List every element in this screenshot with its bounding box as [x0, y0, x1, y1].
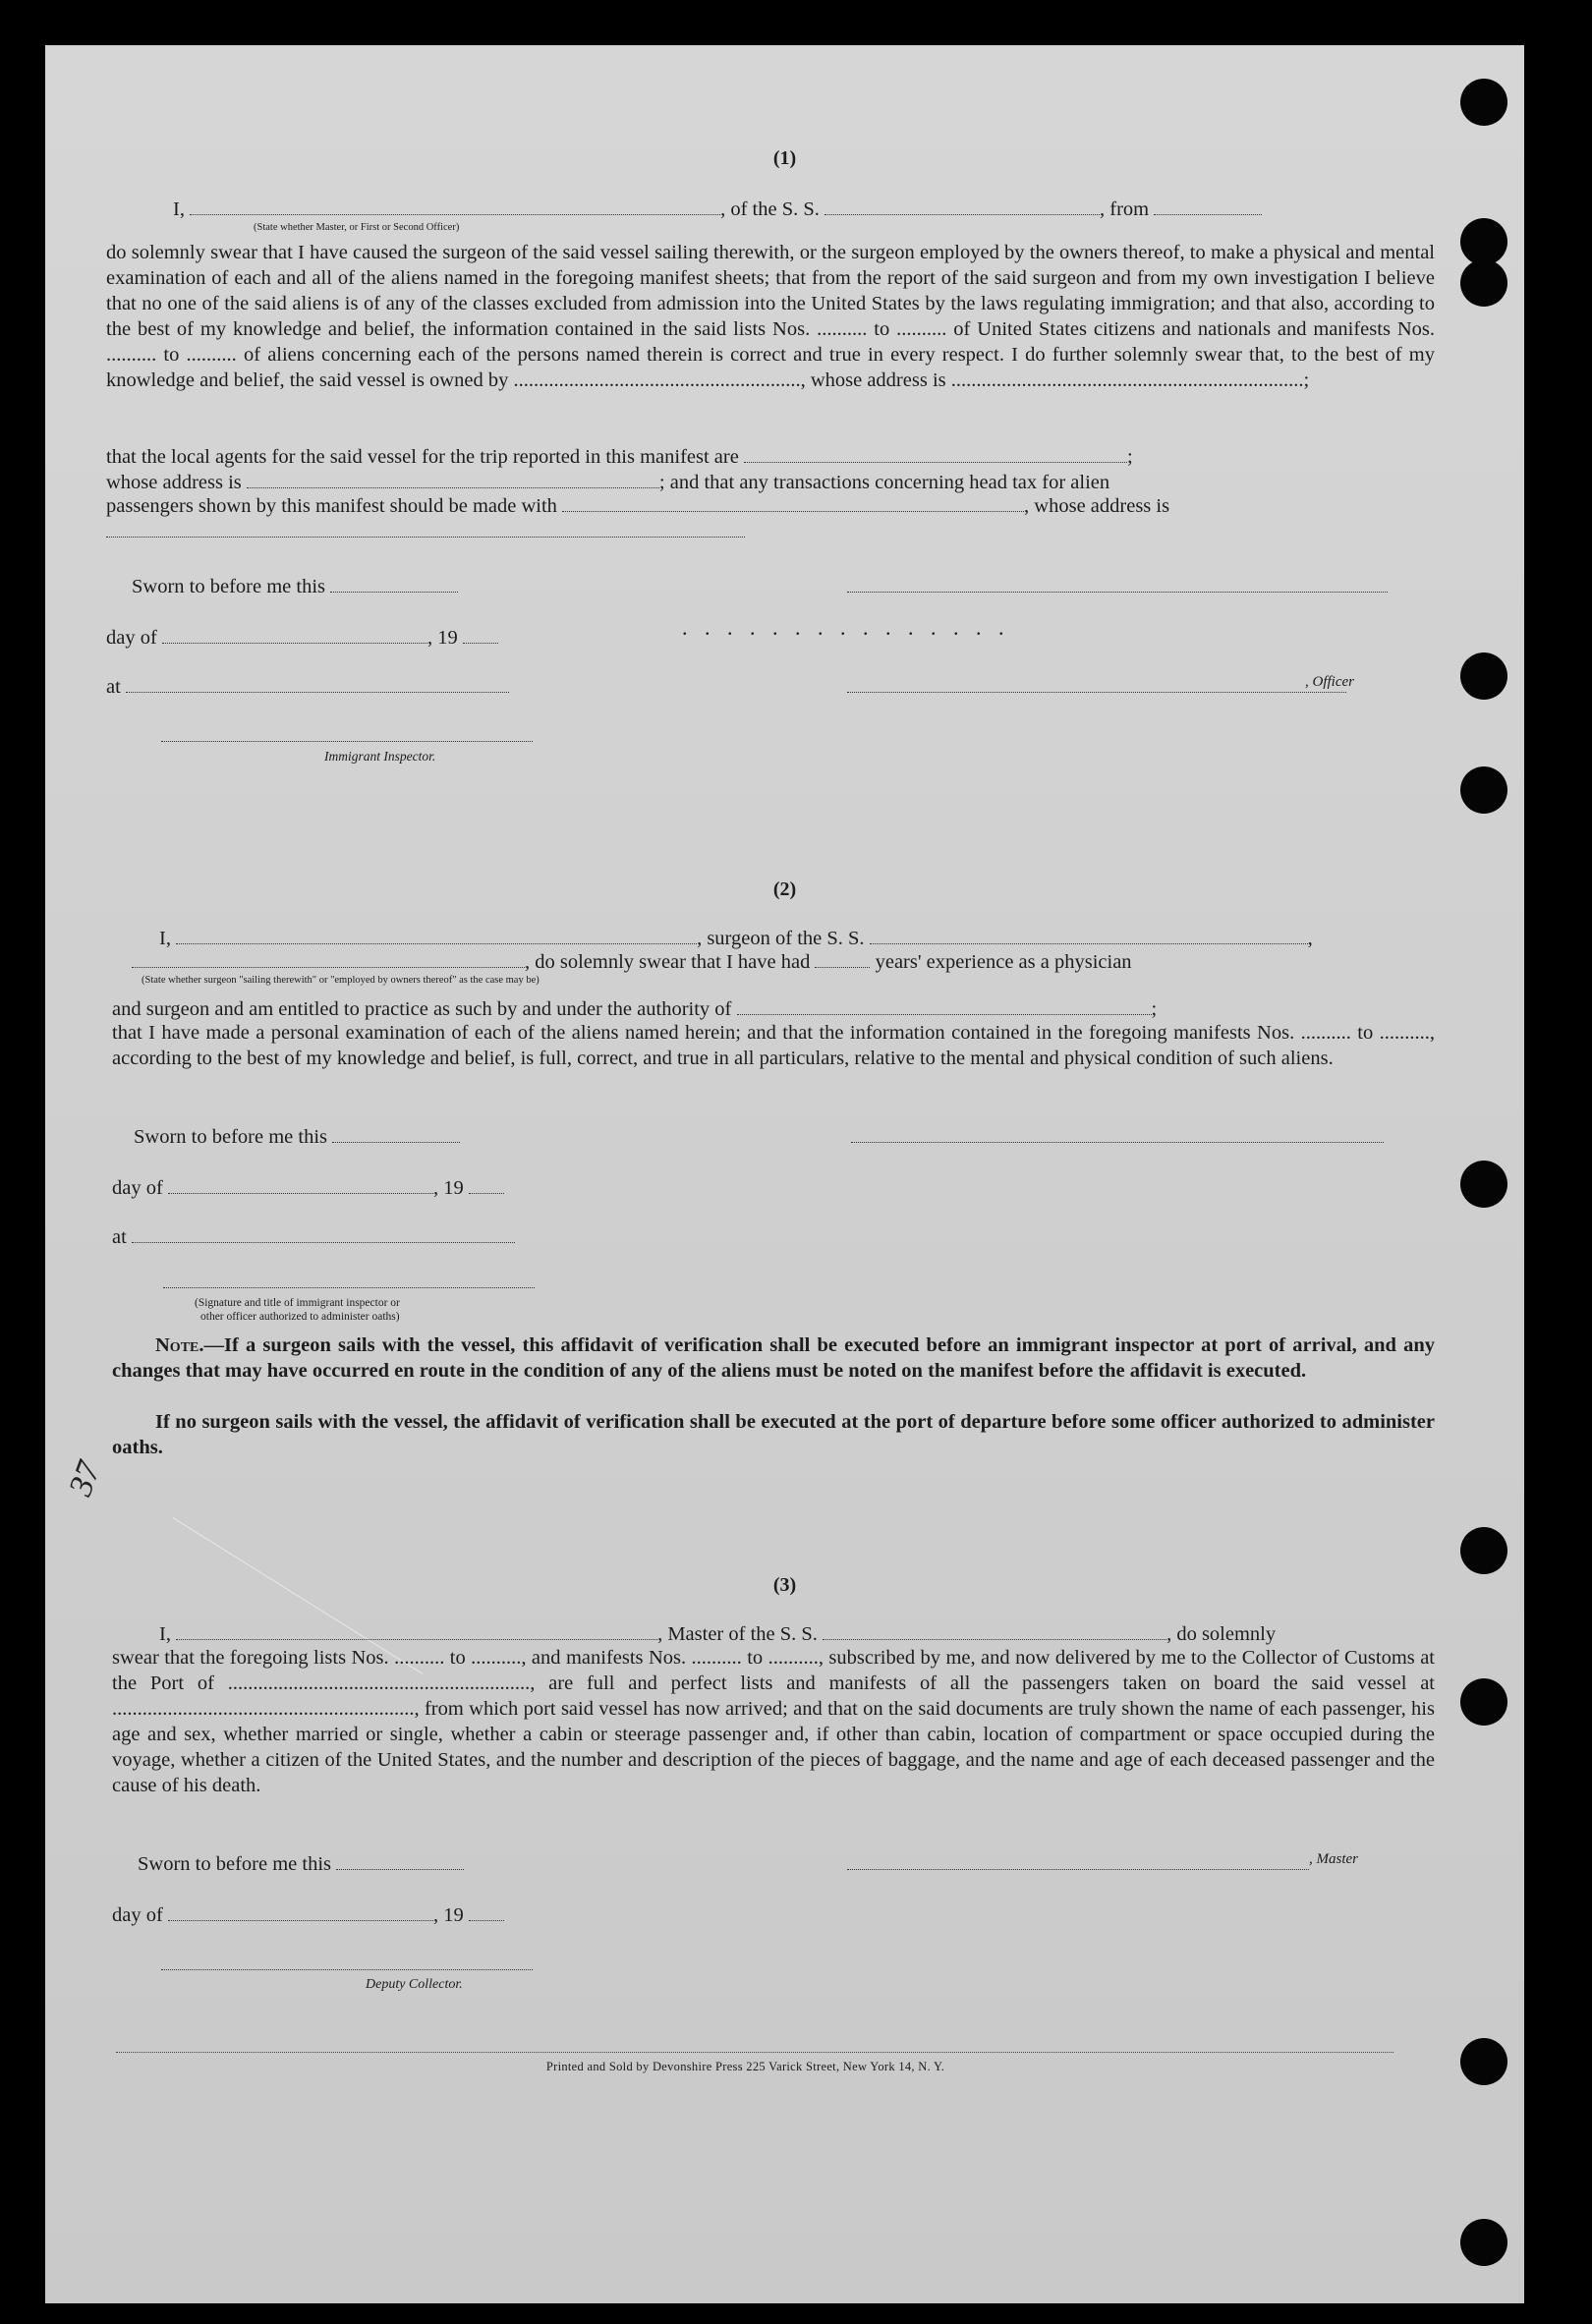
- s3-month-field[interactable]: [168, 1902, 433, 1921]
- s1-dotted-sig: . . . . . . . . . . . . . . .: [682, 615, 1010, 640]
- s2-i-label: I,: [159, 928, 171, 949]
- s1-agents-label: that the local agents for the said vessel for the trip reported in this manifest are: [106, 446, 739, 468]
- s2-note-text-2: If no surgeon sails with the vessel, the affidavit of verification shall be executed at the port of departure before some officer authorized to administer oaths.: [112, 1411, 1435, 1458]
- s1-sworn-label: Sworn to before me this: [132, 576, 325, 597]
- s1-from-port-field[interactable]: [1154, 197, 1262, 215]
- s3-intro-line: [159, 1621, 1276, 1646]
- s2-body: that I have made a personal examination of each of the aliens named herein; and that the information contained in the foregoing manifests Nos. .......... to .........., according to the best of my knowledge and belief, is full, correct, and true in all particulars, relative to the mental and physical condition of such aliens.: [112, 1022, 1435, 1069]
- s1-at-label: at: [106, 676, 121, 698]
- s1-at-place-field[interactable]: [126, 674, 509, 693]
- s3-day-of-label: day of: [112, 1904, 163, 1926]
- s2-sig-note-1: (Signature and title of immigrant inspector or: [195, 1297, 400, 1309]
- s1-inspector-label: Immigrant Inspector.: [324, 749, 436, 764]
- s2-years-label: years' experience as a physician: [875, 951, 1132, 973]
- s2-surgeon-name-field[interactable]: [176, 926, 697, 944]
- punch-hole: [1460, 766, 1507, 814]
- s1-officer-signature-upper[interactable]: [847, 592, 1388, 593]
- s2-day-of-line: [112, 1175, 504, 1200]
- s3-year-label: , 19: [432, 1904, 464, 1926]
- s2-years-field[interactable]: [815, 949, 870, 968]
- bleed-through-text: [222, 94, 228, 121]
- punch-hole: [1460, 79, 1507, 126]
- s1-sworn-line: [132, 574, 458, 598]
- punch-hole: [1460, 2219, 1507, 2266]
- s2-at-place-field[interactable]: [132, 1224, 515, 1243]
- s1-head-tax-contact-field[interactable]: [562, 493, 1024, 512]
- handwritten-mark: 37: [62, 1456, 108, 1502]
- punch-hole: [1460, 652, 1507, 700]
- s3-vessel-field[interactable]: [823, 1621, 1166, 1640]
- s1-officer-label: , Officer: [1305, 674, 1354, 690]
- s3-i-label: I,: [159, 1623, 171, 1645]
- s1-agents-field[interactable]: [744, 444, 1127, 463]
- s3-sworn-label: Sworn to before me this: [138, 1853, 331, 1875]
- s1-intro-line: [173, 197, 1262, 221]
- s2-inspector-signature-field[interactable]: [163, 1287, 535, 1288]
- s3-master-label: , Master: [1309, 1851, 1358, 1867]
- s3-day-of-line: [112, 1902, 504, 1927]
- s3-do-solemnly-label: , do solemnly: [1166, 1623, 1277, 1645]
- s1-of-ss-label: , of the S. S.: [720, 198, 820, 220]
- s2-state-note: (State whether surgeon "sailing therewith" or "employed by owners thereof" as the case may be): [142, 975, 540, 986]
- s2-surgeon-of-label: , surgeon of the S. S.: [697, 928, 865, 949]
- s1-vessel-name-field[interactable]: [824, 197, 1100, 215]
- s1-state-note: (State whether Master, or First or Second Officer): [254, 222, 460, 233]
- s2-month-field[interactable]: [168, 1175, 433, 1194]
- s2-surgeon-signature-field[interactable]: [851, 1142, 1384, 1143]
- s3-master-of-label: , Master of the S. S.: [657, 1623, 818, 1645]
- s1-i-label: I,: [173, 198, 185, 220]
- s1-sworn-date-field[interactable]: [330, 574, 458, 593]
- s2-day-of-label: day of: [112, 1177, 163, 1199]
- s3-deputy-label: Deputy Collector.: [366, 1977, 463, 1992]
- s2-note-2: [112, 1409, 1435, 1460]
- s2-note-text: —If a surgeon sails with the vessel, this affidavit of verification shall be executed before an immigrant inspector at port of arrival, and any changes that may have occurred en route in the condition of any of the aliens must be noted on the manifest before the affidavit is executed.: [112, 1334, 1435, 1382]
- s2-vessel-field[interactable]: [870, 926, 1308, 944]
- s3-deputy-signature-field[interactable]: [161, 1969, 533, 1970]
- s2-at-line: [112, 1224, 515, 1249]
- section-3-number: (3): [772, 1574, 797, 1596]
- s3-sworn-date-field[interactable]: [336, 1851, 464, 1870]
- s3-master-signature-field[interactable]: [847, 1869, 1309, 1870]
- s1-address-continued-field[interactable]: [106, 537, 745, 538]
- s1-whose-address-is-label: , whose address is: [1024, 495, 1170, 517]
- s1-officer-name-field[interactable]: [190, 197, 720, 215]
- section-2-number: (2): [772, 879, 797, 900]
- s1-month-field[interactable]: [162, 625, 427, 644]
- s2-year-label: , 19: [432, 1177, 464, 1199]
- s1-agents-line: that the local agents for the said vessel for the trip reported in this manifest are ;: [106, 446, 1133, 468]
- s3-master-name-field[interactable]: [176, 1621, 657, 1640]
- s2-swear-label: , do solemnly swear that I have had: [525, 951, 811, 973]
- s1-address-line: [106, 470, 1109, 494]
- s2-practice-label: and surgeon and am entitled to practice as such by and under the authority of: [112, 998, 732, 1020]
- s2-note-label: Note.: [155, 1334, 204, 1356]
- s2-swear-line: [132, 949, 1132, 974]
- s1-passengers-label: passengers shown by this manifest should be made with: [106, 495, 557, 517]
- s1-from-label: , from: [1100, 198, 1150, 220]
- s1-head-tax-text: ; and that any transactions concerning head tax for alien: [658, 472, 1110, 493]
- s3-year-field[interactable]: [469, 1902, 504, 1921]
- printer-imprint: Printed and Sold by Devonshire Press 225 Varick Street, New York 14, N. Y.: [545, 2060, 945, 2073]
- punch-hole: [1460, 1527, 1507, 1574]
- s1-passengers-line: [106, 493, 1169, 518]
- s1-agent-address-field[interactable]: [247, 470, 659, 488]
- form-page: [45, 45, 1524, 2303]
- s2-at-label: at: [112, 1226, 127, 1248]
- s2-sworn-label: Sworn to before me this: [134, 1126, 327, 1148]
- s2-year-field[interactable]: [469, 1175, 504, 1194]
- s3-sworn-line: [138, 1851, 464, 1876]
- s2-note: [112, 1332, 1435, 1384]
- s1-year-label: , 19: [426, 627, 458, 649]
- s1-at-line: [106, 674, 509, 699]
- s2-intro-line: I, , surgeon of the S. S. ,: [159, 928, 1313, 949]
- s1-day-of-label: day of: [106, 627, 157, 649]
- s2-authority-field[interactable]: [737, 996, 1152, 1015]
- s1-day-of-line: [106, 625, 498, 650]
- s2-sig-note-2: other officer authorized to administer oaths): [200, 1311, 400, 1323]
- s3-body: swear that the foregoing lists Nos. .......... to .........., and manifests Nos. .......... to .........., subscribed by me, and now delivered by me to the Collector of Customs at the Port of ............................................................, are full and perfect lists and manifests of all the passengers taken on board the said vessel at ............................................................, from which port said vessel has now arrived; and that on the said documents are truly shown the name of each passenger, his age and sex, whether married or single, whether a cabin or steerage passenger and, if other than cabin, location of compartment or space occupied during the voyage, whether a citizen of the United States, and the number and description of the pieces of baggage, and the name and age of each deceased passenger and the cause of his death.: [112, 1647, 1435, 1796]
- punch-hole: [1460, 259, 1507, 307]
- s1-officer-signature-field[interactable]: [847, 692, 1346, 693]
- punch-hole: [1460, 218, 1507, 265]
- section-1-number: (1): [772, 147, 797, 169]
- s2-surgeon-status-field[interactable]: [132, 949, 525, 968]
- s2-sworn-date-field[interactable]: [332, 1124, 460, 1143]
- s2-practice-line: and surgeon and am entitled to practice as such by and under the authority of ;: [112, 998, 1158, 1020]
- s1-year-field[interactable]: [463, 625, 498, 644]
- punch-hole: [1460, 1678, 1507, 1726]
- s1-whose-address-label: whose address is: [106, 472, 242, 493]
- punch-hole: [1460, 1161, 1507, 1208]
- s2-sworn-line: [134, 1124, 460, 1149]
- s1-inspector-signature-field[interactable]: [161, 741, 533, 742]
- s1-body: do solemnly swear that I have caused the surgeon of the said vessel sailing therewith, or the surgeon employed by the owners thereof, to make a physical and mental examination of each and all of the aliens named in the foregoing manifest sheets; that from the report of the said surgeon and from my own investigation I believe that no one of the said aliens is of any of the classes excluded from admission into the United States by the laws regulating immigration; and that also, according to the best of my knowledge and belief, the information contained in the said lists Nos. .......... to .......... of United States citizens and nationals and manifests Nos. .......... to .......... of aliens concerning each of the persons named therein is correct and true in every respect. I do further solemnly swear that, to the best of my knowledge and belief, the said vessel is owned by ........................................................., whose address is ......................................................................;: [106, 242, 1435, 391]
- footer-rule: [116, 2052, 1393, 2053]
